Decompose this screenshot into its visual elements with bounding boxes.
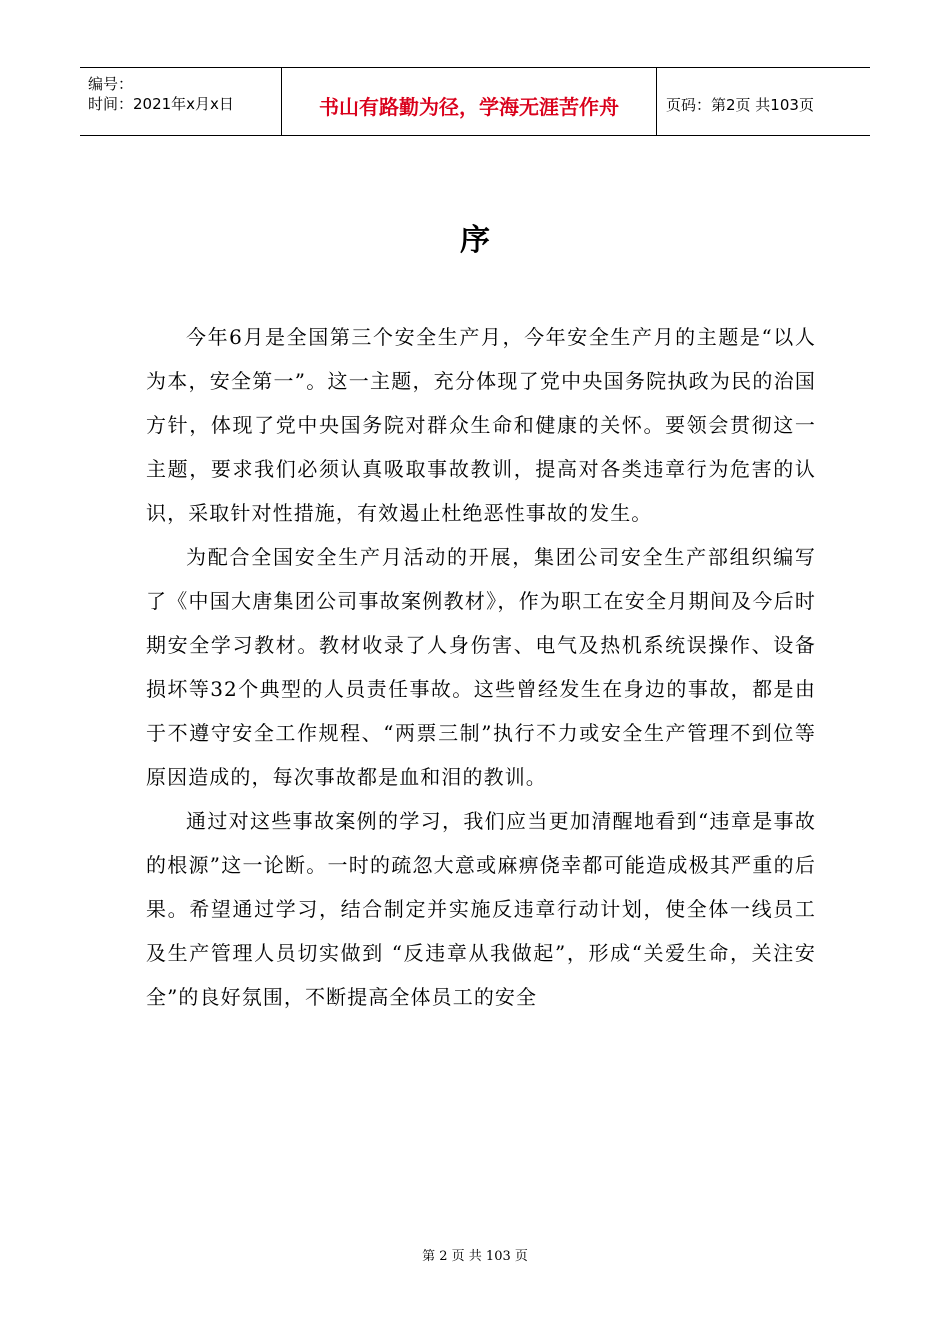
header-meta (88, 74, 234, 114)
header-motto: 书山有路勤为径，学海无涯苦作舟 (319, 95, 619, 119)
header-divider (656, 68, 657, 135)
body-paragraph: 为配合全国安全生产月活动的开展，集团公司安全生产部组织编写了《中国大唐集团公司事故案例教材》，作为职工在安全月期间及今后时期安全学习教材。教材收录了人身伤害、电气及热机系统误操作、设备损坏等32个典型的人员责任事故。这些曾经发生在身边的事故，都是由于不遵守安全工作规程、“两票三制”执行不力或安全生产管理不到位等原因造成的，每次事故都是血和泪的教训。 (146, 545, 816, 789)
header-table (80, 67, 870, 136)
document-title: 序 (460, 223, 490, 258)
body-paragraph: 今年6月是全国第三个安全生产月，今年安全生产月的主题是“以人为本，安全第一”。这一主题，充分体现了党中央国务院执政为民的治国方针，体现了党中央国务院对群众生命和健康的关怀。要领会贯彻这一主题，要求我们必须认真吸取事故教训，提高对各类违章行为危害的认识，采取针对性措施，有效遏止杜绝恶性事故的发生。 (146, 325, 816, 525)
body-paragraph: 通过对这些事故案例的学习，我们应当更加清醒地看到“违章是事故的根源”这一论断。一时的疏忽大意或麻痹侥幸都可能造成极其严重的后果。希望通过学习，结合制定并实施反违章行动计划，使全体一线员工及生产管理人员切实做到 “反违章从我做起”，形成“关爱生命，关注安全”的良好氛围，不断提高全体员工的安全 (146, 809, 816, 1009)
document-body (146, 315, 816, 1019)
header-page-info: 页码：第2页 共103页 (666, 96, 814, 114)
document-time-label: 时间：2021年x月x日 (88, 95, 234, 113)
document-number-label: 编号： (88, 75, 134, 93)
page-footer: 第 2 页 共 103 页 (422, 1249, 528, 1264)
